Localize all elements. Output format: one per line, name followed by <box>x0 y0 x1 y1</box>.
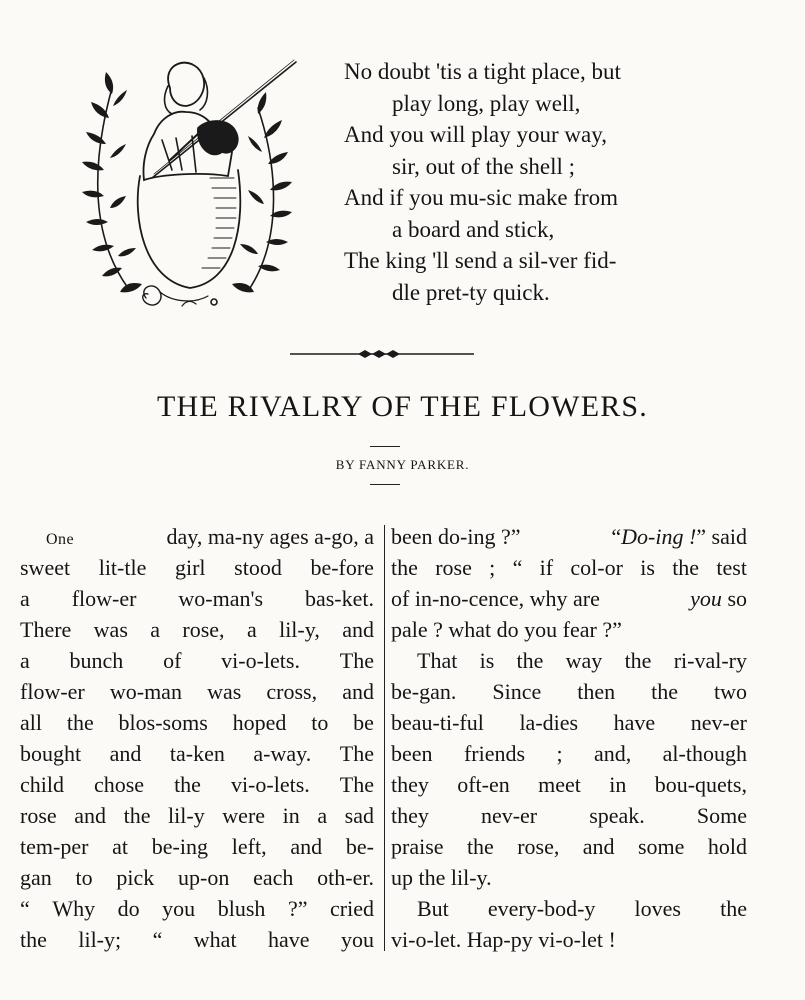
word: wo-man <box>109 679 182 704</box>
word: the <box>516 648 544 673</box>
article-byline: BY FANNY PARKER. <box>335 457 470 472</box>
word: rose <box>435 555 472 580</box>
word: rose, <box>182 617 225 642</box>
word: the <box>624 648 652 673</box>
word: a <box>246 617 257 642</box>
word: in <box>282 803 300 828</box>
word: “ <box>20 896 30 921</box>
text-line <box>391 800 747 831</box>
left-column <box>20 521 374 955</box>
word: be <box>353 710 374 735</box>
word: the <box>672 555 700 580</box>
word: blush <box>217 896 266 921</box>
word: bought <box>20 741 82 766</box>
text-fragment: been do-ing ?” <box>391 524 521 549</box>
italic-text: Do-ing ! <box>621 524 697 549</box>
word: lit-tle <box>98 555 147 580</box>
word: two <box>713 679 747 704</box>
text-line <box>391 645 747 676</box>
italic-text: you <box>690 586 722 611</box>
word: rose <box>20 803 57 828</box>
word: you <box>341 927 374 952</box>
word: all <box>20 710 42 735</box>
word: gan <box>20 865 52 890</box>
word: they <box>391 772 429 797</box>
text-line <box>391 738 747 769</box>
word: speak. <box>589 803 645 828</box>
word: each <box>253 865 294 890</box>
right-column <box>391 521 747 955</box>
word: la-dies <box>519 710 579 735</box>
word: vi-o-lets. <box>230 772 310 797</box>
word: oth-er. <box>317 865 374 890</box>
word: There <box>20 617 72 642</box>
word: flow-er <box>20 679 85 704</box>
poem-line: play long, play well, <box>392 90 581 116</box>
word: is <box>640 555 655 580</box>
word: ta-ken <box>169 741 225 766</box>
text-line: pale ? what do you fear ?” <box>391 617 622 642</box>
poem-line: And you will play your way, <box>344 122 607 147</box>
word: up-on <box>178 865 230 890</box>
text-line <box>20 800 374 831</box>
text-line <box>20 583 374 614</box>
word: they <box>391 803 429 828</box>
word: the <box>466 834 494 859</box>
word: pick <box>116 865 155 890</box>
word: the <box>391 555 418 580</box>
word: the <box>720 896 747 921</box>
word: was <box>207 679 242 704</box>
word: ?” <box>287 896 308 921</box>
drop-word: One <box>46 531 75 548</box>
word: ri-val-ry <box>673 648 747 673</box>
word: to <box>75 865 93 890</box>
word: stood <box>234 555 282 580</box>
word: col-or <box>570 555 623 580</box>
word: sweet <box>20 555 71 580</box>
word: That <box>417 648 458 673</box>
word: be-ing <box>151 834 208 859</box>
word: child <box>20 772 64 797</box>
text-line <box>20 707 374 738</box>
word: then <box>577 679 616 704</box>
word: and <box>290 834 323 859</box>
word: ; <box>489 555 496 580</box>
word: bunch <box>69 648 124 673</box>
text-fragment: ” said <box>696 524 747 549</box>
poem-line: dle pret-ty quick. <box>392 279 550 305</box>
ornamental-divider-icon <box>290 346 474 362</box>
text-fragment: “ <box>611 524 622 549</box>
word: do <box>117 896 140 921</box>
word: every-bod-y <box>487 896 596 921</box>
word: girl <box>174 555 206 580</box>
word: hoped <box>232 710 287 735</box>
word: lil-y; <box>78 927 122 952</box>
word: a-way. <box>253 741 312 766</box>
byline-rule-top <box>370 446 400 447</box>
word: if <box>539 555 554 580</box>
word: at <box>112 834 129 859</box>
word: and <box>342 617 374 642</box>
word: bou-quets, <box>654 772 747 797</box>
word: some <box>637 834 685 859</box>
text-line <box>20 769 374 800</box>
word: vi-o-lets. <box>221 648 300 673</box>
text-line <box>20 552 374 583</box>
text-line <box>391 769 747 800</box>
word: and <box>109 741 142 766</box>
text-fragment: so <box>727 586 747 611</box>
text-line <box>391 707 747 738</box>
word: loves <box>634 896 681 921</box>
word: “ <box>512 555 523 580</box>
word: lil-y, <box>279 617 320 642</box>
word: ; <box>556 741 563 766</box>
word: have <box>268 927 310 952</box>
poem-line: a board and stick, <box>392 216 555 242</box>
word: tem-per <box>20 834 89 859</box>
word: But <box>417 896 449 921</box>
word: hold <box>707 834 747 859</box>
word: rose, <box>517 834 560 859</box>
word: was <box>93 617 128 642</box>
text-line <box>20 893 374 924</box>
word: nev-er <box>480 803 538 828</box>
text-line: up the lil-y. <box>391 865 492 890</box>
word: praise <box>391 834 444 859</box>
violin-child-illustration-icon <box>82 48 310 320</box>
word: lil-y <box>168 803 205 828</box>
word: of <box>163 648 182 673</box>
word: bas-ket. <box>304 586 374 611</box>
poem-line: sir, out of the shell ; <box>392 153 576 179</box>
text-line <box>391 521 747 552</box>
word: blos-soms <box>118 710 208 735</box>
word: the <box>123 803 151 828</box>
word: Why <box>52 896 96 921</box>
word: what <box>193 927 237 952</box>
text-line <box>20 645 374 676</box>
poem-line: No doubt 'tis a tight place, but <box>344 59 621 84</box>
word: and <box>582 834 615 859</box>
word: the <box>651 679 678 704</box>
word: be- <box>345 834 374 859</box>
text-line <box>391 552 747 583</box>
word: the <box>66 710 94 735</box>
word: be-fore <box>310 555 374 580</box>
text-line <box>20 676 374 707</box>
text-line <box>20 521 374 552</box>
word: been <box>391 741 433 766</box>
word: nev-er <box>690 710 747 735</box>
word: flow-er <box>71 586 137 611</box>
word: left, <box>231 834 267 859</box>
word: be-gan. <box>391 679 457 704</box>
word: Since <box>492 679 542 704</box>
text-line <box>391 831 747 862</box>
article-title: THE RIVALRY OF THE FLOWERS. <box>156 390 649 423</box>
word: and, <box>593 741 632 766</box>
word: friends <box>463 741 526 766</box>
word: Some <box>696 803 747 828</box>
word: beau-ti-ful <box>391 710 484 735</box>
text-line <box>391 583 747 614</box>
poem <box>340 56 760 308</box>
word: you <box>162 896 196 921</box>
word: a <box>20 586 30 611</box>
word: a <box>150 617 161 642</box>
word: and <box>74 803 106 828</box>
word: oft-en <box>457 772 510 797</box>
word: to <box>311 710 329 735</box>
text-line <box>20 831 374 862</box>
text-line <box>391 893 747 924</box>
poem-line: And if you mu-sic make from <box>344 185 619 210</box>
byline-rule-bottom <box>370 484 400 485</box>
text-fragment: day, ma-ny ages a-go, a <box>166 524 374 549</box>
word: chose <box>93 772 145 797</box>
text-fragment: of in-no-cence, why are <box>391 586 600 611</box>
word: way <box>565 648 603 673</box>
word: the <box>20 927 47 952</box>
word: al-though <box>662 741 747 766</box>
word: test <box>716 555 747 580</box>
word: have <box>613 710 656 735</box>
poem-line: The king 'll send a sil-ver fid- <box>344 248 617 273</box>
column-rule <box>384 525 385 951</box>
word: sad <box>344 803 374 828</box>
word: cried <box>330 896 374 921</box>
text-line <box>20 924 374 955</box>
word: The <box>339 741 374 766</box>
word: and <box>342 679 374 704</box>
word: a <box>20 648 30 673</box>
text-line <box>20 738 374 769</box>
word: “ <box>152 927 163 952</box>
word: were <box>222 803 266 828</box>
word: a <box>317 803 328 828</box>
text-line <box>391 676 747 707</box>
word: The <box>339 648 374 673</box>
text-line <box>20 862 374 893</box>
word: The <box>339 772 374 797</box>
word: is <box>479 648 495 673</box>
text-line: vi-o-let. Hap-py vi-o-let ! <box>391 927 616 952</box>
word: the <box>174 772 201 797</box>
word: wo-man's <box>178 586 264 611</box>
word: meet <box>538 772 581 797</box>
word: in <box>609 772 627 797</box>
text-line <box>20 614 374 645</box>
word: cross, <box>266 679 318 704</box>
